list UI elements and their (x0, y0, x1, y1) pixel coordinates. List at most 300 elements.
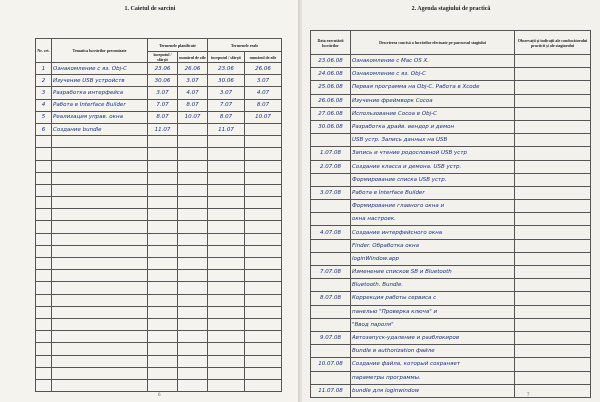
agenda-observations (515, 266, 591, 279)
agenda-description: Создание файла, который сохраняет (351, 358, 515, 371)
table-cell-r1: 23.06 (208, 63, 245, 75)
table-cell-nr (36, 379, 52, 391)
table-row (36, 172, 282, 184)
table-cell-r2 (245, 306, 282, 318)
table-cell-p1 (148, 136, 178, 148)
agenda-description: Bluetooth. Bundle. (351, 279, 515, 292)
table-cell-r2 (245, 258, 282, 270)
table-cell-p2 (178, 306, 208, 318)
table-cell-tema (52, 245, 148, 257)
table-cell-r2 (245, 221, 282, 233)
table-cell-p1 (148, 282, 178, 294)
table-cell-p2 (178, 160, 208, 172)
agenda-date: 25.06.08 (311, 81, 351, 94)
agenda-date: 7.07.08 (311, 266, 351, 279)
table-cell-tema: Ознакомление с яз. Obj-C (52, 63, 148, 75)
table-cell-r1 (208, 282, 245, 294)
table-cell-p1 (148, 148, 178, 160)
table-cell-p2 (178, 367, 208, 379)
table-cell-nr (36, 172, 52, 184)
agenda-observations (515, 147, 591, 160)
agenda-description: Формирование списка USB устр. (351, 173, 515, 186)
agenda-observations (515, 345, 591, 358)
agenda-observations (515, 120, 591, 133)
table-row (36, 331, 282, 343)
agenda-date: 10.07.08 (311, 358, 351, 371)
table-row (36, 111, 282, 123)
agenda-date (311, 134, 351, 147)
table-cell-tema (52, 136, 148, 148)
table-cell-tema (52, 331, 148, 343)
table-cell-r2 (245, 184, 282, 196)
table-cell-r2: 3.07 (245, 75, 282, 87)
table-row (36, 270, 282, 282)
table-cell-nr (36, 318, 52, 330)
table-cell-tema (52, 160, 148, 172)
table-row (311, 292, 591, 305)
table-cell-r2 (245, 367, 282, 379)
table-cell-r2 (245, 245, 282, 257)
table-cell-r2: 10.07 (245, 111, 282, 123)
table-cell-r1 (208, 209, 245, 221)
table-cell-r1 (208, 160, 245, 172)
table-cell-p1 (148, 367, 178, 379)
agenda-date: 24.06.08 (311, 68, 351, 81)
table-cell-tema (52, 379, 148, 391)
table-row (36, 136, 282, 148)
table-cell-p1 (148, 318, 178, 330)
agenda-description: Ознакомление с Mac OS X. (351, 55, 515, 68)
table-cell-p2 (178, 343, 208, 355)
table-row (36, 258, 282, 270)
agenda-description: Bundle в authorization файле (351, 345, 515, 358)
table-cell-p1 (148, 294, 178, 306)
table-cell-p1: 3.07 (148, 87, 178, 99)
table-cell-p2 (178, 270, 208, 282)
table-cell-nr (36, 233, 52, 245)
table-cell-tema (52, 233, 148, 245)
table-cell-r2 (245, 209, 282, 221)
table-cell-r1 (208, 355, 245, 367)
agenda-description: Создание интерфейсного окна (351, 226, 515, 239)
agenda-date: 3.07.08 (311, 186, 351, 199)
agenda-observations (515, 55, 591, 68)
table-cell-r2 (245, 343, 282, 355)
table-cell-p2: 4.07 (178, 87, 208, 99)
table-cell-tema (52, 318, 148, 330)
right-page-number: 7 (527, 393, 530, 398)
table-row (36, 123, 282, 135)
table-cell-r1 (208, 306, 245, 318)
table-row (36, 75, 282, 87)
agenda-description: панелью "Проверка ключа" и (351, 305, 515, 318)
table-cell-tema (52, 306, 148, 318)
table-cell-p2 (178, 318, 208, 330)
table-cell-nr: 6 (36, 123, 52, 135)
agenda-date: 27.06.08 (311, 107, 351, 120)
agenda-observations (515, 107, 591, 120)
task-table (35, 38, 282, 392)
table-row (311, 107, 591, 120)
left-page-number: 6 (158, 393, 161, 398)
table-row (311, 384, 591, 397)
table-row (36, 233, 282, 245)
table-cell-tema (52, 148, 148, 160)
agenda-observations (515, 173, 591, 186)
col-real-numarul: numărul de zile (245, 52, 282, 63)
table-cell-r1 (208, 379, 245, 391)
col-reale: Termenele reale (208, 39, 282, 52)
table-cell-nr (36, 197, 52, 209)
table-cell-tema (52, 355, 148, 367)
right-page-title: 2. Agenda stagiului de practică (411, 6, 491, 12)
table-cell-p2: 26.06 (178, 63, 208, 75)
table-cell-tema: Работа в Interface Builder (52, 99, 148, 111)
table-cell-r2 (245, 148, 282, 160)
agenda-observations (515, 384, 591, 397)
table-cell-p2 (178, 197, 208, 209)
table-cell-tema (52, 197, 148, 209)
table-row (36, 379, 282, 391)
agenda-date (311, 252, 351, 265)
agenda-date (311, 305, 351, 318)
agenda-date: 2.07.08 (311, 160, 351, 173)
table-cell-nr (36, 245, 52, 257)
agenda-observations (515, 186, 591, 199)
table-cell-nr (36, 331, 52, 343)
table-cell-r1 (208, 136, 245, 148)
table-cell-p2 (178, 148, 208, 160)
table-cell-p1 (148, 245, 178, 257)
table-cell-p2: 8.07 (178, 99, 208, 111)
table-cell-nr (36, 209, 52, 221)
table-cell-tema (52, 270, 148, 282)
agenda-date (311, 200, 351, 213)
table-cell-r2 (245, 123, 282, 135)
table-cell-nr: 4 (36, 99, 52, 111)
table-cell-nr (36, 258, 52, 270)
table-cell-p1 (148, 343, 178, 355)
col-plan-inceput: începutul / sfârșit (148, 52, 178, 63)
agenda-observations (515, 94, 591, 107)
table-cell-r1 (208, 367, 245, 379)
col-tematica: Tematica lucrărilor preconizate (52, 39, 148, 63)
table-row (36, 197, 282, 209)
table-cell-tema (52, 258, 148, 270)
table-cell-tema (52, 367, 148, 379)
agenda-observations (515, 318, 591, 331)
table-cell-p1 (148, 209, 178, 221)
table-row (36, 99, 282, 111)
table-cell-r2 (245, 172, 282, 184)
table-cell-p1: 30.06 (148, 75, 178, 87)
table-cell-p2 (178, 245, 208, 257)
table-row (311, 147, 591, 160)
agenda-observations (515, 371, 591, 384)
right-page (302, 0, 600, 402)
col-planificate: Termenele planificate (148, 39, 208, 52)
table-cell-r2 (245, 197, 282, 209)
table-row (311, 55, 591, 68)
table-row (311, 252, 591, 265)
agenda-description: Формирование главного окна и (351, 200, 515, 213)
table-cell-p2 (178, 355, 208, 367)
agenda-date (311, 173, 351, 186)
table-cell-tema: Изучение USB устройств (52, 75, 148, 87)
table-cell-r1: 3.07 (208, 87, 245, 99)
table-cell-r1 (208, 294, 245, 306)
agenda-date (311, 371, 351, 384)
table-row (36, 306, 282, 318)
table-cell-p1 (148, 379, 178, 391)
agenda-description: окна настроек. (351, 213, 515, 226)
table-cell-r2 (245, 355, 282, 367)
table-cell-p1 (148, 160, 178, 172)
table-row (311, 160, 591, 173)
agenda-date (311, 239, 351, 252)
table-row (311, 134, 591, 147)
table-cell-r1 (208, 233, 245, 245)
table-cell-tema (52, 282, 148, 294)
agenda-observations (515, 305, 591, 318)
table-cell-nr (36, 355, 52, 367)
table-cell-p2 (178, 123, 208, 135)
col-real-inceput: începutul / sfârșit (208, 52, 245, 63)
table-cell-tema (52, 221, 148, 233)
table-cell-p2 (178, 209, 208, 221)
left-page-title: 1. Caietul de sarcini (124, 6, 176, 12)
table-cell-p2 (178, 221, 208, 233)
table-row (311, 371, 591, 384)
table-row (311, 279, 591, 292)
table-row (36, 209, 282, 221)
table-cell-nr (36, 148, 52, 160)
agenda-description: Автозапуск-удаление и разблокиров (351, 331, 515, 344)
agenda-date: 11.07.08 (311, 384, 351, 397)
table-cell-nr: 3 (36, 87, 52, 99)
agenda-description: параметры программы. (351, 371, 515, 384)
agenda-description: Работа в Interface Builder (351, 186, 515, 199)
table-row (311, 81, 591, 94)
table-cell-nr (36, 221, 52, 233)
col-nr: Nr. crt. (36, 39, 52, 63)
agenda-date (311, 279, 351, 292)
table-row (311, 200, 591, 213)
agenda-description: Разработка драйв. вендор и демон (351, 120, 515, 133)
table-cell-p1 (148, 270, 178, 282)
table-row (311, 331, 591, 344)
table-cell-r1 (208, 270, 245, 282)
table-cell-nr (36, 343, 52, 355)
table-cell-p2 (178, 233, 208, 245)
table-cell-r2 (245, 160, 282, 172)
table-cell-r1 (208, 172, 245, 184)
table-row (36, 184, 282, 196)
table-row (311, 186, 591, 199)
table-row (311, 266, 591, 279)
table-cell-tema (52, 294, 148, 306)
agenda-observations (515, 200, 591, 213)
table-cell-nr (36, 184, 52, 196)
agenda-observations (515, 252, 591, 265)
col-data: Data executării lucrărilor (311, 31, 351, 55)
table-cell-p2 (178, 379, 208, 391)
table-cell-r1 (208, 184, 245, 196)
agenda-observations (515, 358, 591, 371)
table-cell-nr: 5 (36, 111, 52, 123)
agenda-observations (515, 160, 591, 173)
table-row (36, 282, 282, 294)
table-row (311, 305, 591, 318)
table-row (36, 221, 282, 233)
agenda-observations (515, 81, 591, 94)
table-cell-r1 (208, 148, 245, 160)
table-cell-r2 (245, 270, 282, 282)
table-cell-p1 (148, 197, 178, 209)
table-cell-tema (52, 343, 148, 355)
agenda-observations (515, 68, 591, 81)
agenda-observations (515, 279, 591, 292)
table-row (311, 358, 591, 371)
table-cell-tema (52, 172, 148, 184)
agenda-description: Ознакомление с яз. Obj-C (351, 68, 515, 81)
table-row (36, 294, 282, 306)
agenda-description: USB устр. Запись данных на USB (351, 134, 515, 147)
agenda-description: Запись и чтение родословной USB устр (351, 147, 515, 160)
table-cell-p1: 11.07 (148, 123, 178, 135)
table-row (36, 355, 282, 367)
table-cell-p2: 3.07 (178, 75, 208, 87)
table-cell-nr: 2 (36, 75, 52, 87)
table-row (311, 173, 591, 186)
table-cell-r1 (208, 245, 245, 257)
table-cell-p1 (148, 355, 178, 367)
table-cell-r2 (245, 233, 282, 245)
agenda-description: Первая программа на Obj-C. Работа в Xcode (351, 81, 515, 94)
table-cell-tema: Создание bundle (52, 123, 148, 135)
table-cell-tema (52, 209, 148, 221)
table-cell-r2 (245, 379, 282, 391)
table-cell-tema: Разработка интерфейса (52, 87, 148, 99)
table-row (311, 226, 591, 239)
table-row (36, 63, 282, 75)
table-cell-nr: 1 (36, 63, 52, 75)
agenda-date: 30.06.08 (311, 120, 351, 133)
table-row (311, 68, 591, 81)
table-cell-nr (36, 160, 52, 172)
table-cell-p2 (178, 294, 208, 306)
table-row (36, 367, 282, 379)
table-cell-r2 (245, 294, 282, 306)
table-row (36, 343, 282, 355)
col-descriere: Descrierea concisă a lucrărilor efectuate pe parcursul stagiului (351, 31, 515, 55)
agenda-description: Коррекция работы сервиса с (351, 292, 515, 305)
agenda-observations (515, 226, 591, 239)
table-cell-p1 (148, 258, 178, 270)
table-cell-r1 (208, 197, 245, 209)
table-cell-r1: 7.07 (208, 99, 245, 111)
table-cell-p1 (148, 221, 178, 233)
agenda-description: loginWindow.app (351, 252, 515, 265)
agenda-description: bundle для loginwindow (351, 384, 515, 397)
table-cell-r2 (245, 136, 282, 148)
table-cell-r2: 8.07 (245, 99, 282, 111)
table-row (311, 120, 591, 133)
table-cell-p1: 7.07 (148, 99, 178, 111)
agenda-date (311, 318, 351, 331)
table-cell-nr (36, 282, 52, 294)
table-row (36, 160, 282, 172)
table-row (311, 94, 591, 107)
table-cell-r1: 11.07 (208, 123, 245, 135)
table-cell-tema (52, 184, 148, 196)
agenda-description: Изменение списков SB и Bluetooth (351, 266, 515, 279)
agenda-date (311, 345, 351, 358)
table-cell-p2 (178, 136, 208, 148)
table-cell-r1 (208, 331, 245, 343)
table-cell-r1 (208, 221, 245, 233)
agenda-observations (515, 134, 591, 147)
agenda-table (310, 30, 591, 398)
table-row (311, 213, 591, 226)
table-row (311, 239, 591, 252)
table-cell-p2 (178, 282, 208, 294)
table-cell-p1 (148, 184, 178, 196)
table-cell-r2 (245, 331, 282, 343)
agenda-description: "Ввод пароля" (351, 318, 515, 331)
table-row (311, 345, 591, 358)
table-cell-p1: 23.06 (148, 63, 178, 75)
table-cell-p1 (148, 233, 178, 245)
table-row (36, 87, 282, 99)
agenda-date: 23.06.08 (311, 55, 351, 68)
table-cell-p2 (178, 172, 208, 184)
col-observatii: Observații și indicații ale conducătorului practicii și ale stagiarului (515, 31, 591, 55)
agenda-date: 8.07.08 (311, 292, 351, 305)
table-cell-r2: 4.07 (245, 87, 282, 99)
table-cell-r2 (245, 318, 282, 330)
table-cell-r1 (208, 343, 245, 355)
table-cell-p2 (178, 331, 208, 343)
col-plan-numarul: numărul de zile (178, 52, 208, 63)
agenda-observations (515, 331, 591, 344)
agenda-date: 4.07.08 (311, 226, 351, 239)
table-cell-nr (36, 270, 52, 282)
table-cell-r2 (245, 282, 282, 294)
agenda-description: Использование Cocoa в Obj-C (351, 107, 515, 120)
table-row (311, 318, 591, 331)
table-cell-p1 (148, 306, 178, 318)
table-cell-p1 (148, 331, 178, 343)
table-row (36, 318, 282, 330)
table-cell-p1: 8.07 (148, 111, 178, 123)
table-row (36, 148, 282, 160)
table-row (36, 245, 282, 257)
table-cell-tema: Реализация управ. окна (52, 111, 148, 123)
agenda-description: Создание класса и демона. USB устр. (351, 160, 515, 173)
table-cell-nr (36, 306, 52, 318)
table-cell-p2: 10.07 (178, 111, 208, 123)
table-cell-r1 (208, 258, 245, 270)
table-cell-p2 (178, 258, 208, 270)
table-cell-p2 (178, 184, 208, 196)
table-cell-r1: 30.06 (208, 75, 245, 87)
table-cell-r1 (208, 318, 245, 330)
table-cell-r2: 26.06 (245, 63, 282, 75)
agenda-description: Изучение фреймворк Cocoa (351, 94, 515, 107)
agenda-description: Finder. Обработка окна (351, 239, 515, 252)
agenda-date: 1.07.08 (311, 147, 351, 160)
